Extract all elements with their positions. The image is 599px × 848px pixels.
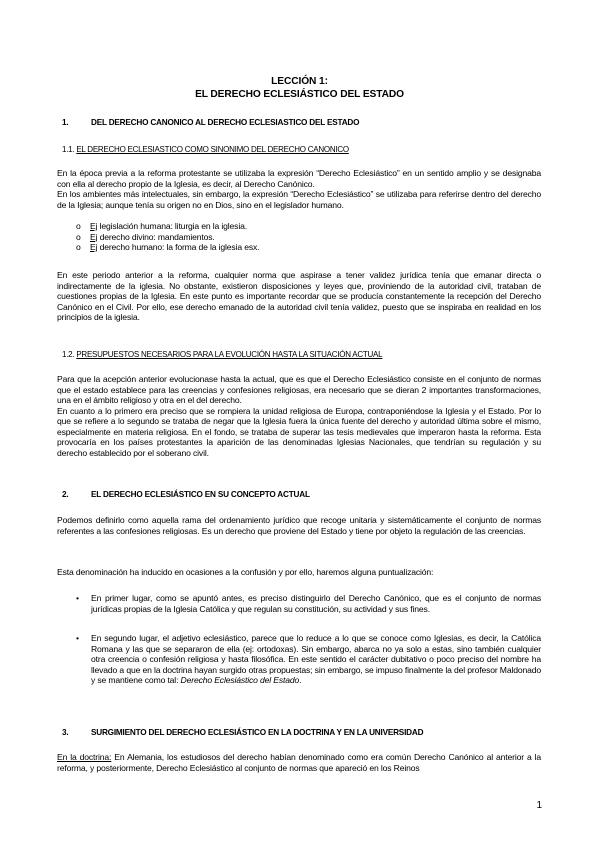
list-item: [76, 242, 259, 253]
section-1-1-heading: [62, 145, 349, 155]
section-1-1-title: EL DERECHO ECLESIASTICO COMO SINONIMO DEL DERECHO CANONICO: [76, 145, 349, 154]
paragraph: [57, 752, 541, 773]
section-1-number: 1.: [62, 118, 69, 127]
bullet-item-1: [76, 593, 541, 614]
section-1-2-number: 1.2.: [62, 350, 75, 359]
section-1-2-body: [57, 374, 541, 458]
doctrine-label: En la doctrina:: [57, 752, 112, 762]
example-text: derecho humano: la forma de la iglesia esx.: [97, 242, 260, 252]
examples-list: [76, 221, 259, 253]
section-1-2-title: PRESUPUESTOS NECESARIOS PARA LA EVOLUCIÓN HASTA LA SITUACIÓN ACTUAL: [76, 350, 383, 359]
section-1-heading: [62, 118, 359, 128]
circle-bullet-icon: o: [76, 242, 81, 252]
lesson-title: LECCIÓN 1:: [271, 76, 328, 87]
section-3-title: SURGIMIENTO DEL DERECHO ECLESIÁSTICO EN LA DOCTRINA Y EN LA UNIVERSIDAD: [91, 728, 424, 737]
section-1-1-number: 1.1.: [62, 145, 75, 154]
paragraph: En los ambientes más intelectuales, sin embargo, la expresión “Derecho Eclesiástico” se utilizaba para referirse dentro del derecho de la Iglesia; aunque tenía su origen no en Dios, sino en el legislador humano.: [57, 189, 541, 210]
section-3-number: 3.: [62, 728, 69, 737]
paragraph: Podemos definirlo como aquella rama del ordenamiento jurídico que recoge unitaria y sistemáticamente el conjunto de normas referentes a las confesiones religiosas. Es un derecho que proviene del Estado y tiene por objeto la regulación de las creencias.: [57, 515, 541, 536]
section-1-2-heading: [62, 350, 382, 360]
bullet-icon: •: [76, 633, 79, 643]
paragraph: En la época previa a la reforma protestante se utilizaba la expresión “Derecho Eclesiástico” en un sentido amplio y se designaba con ella al derecho propio de la Iglesia, es decir, al Derecho Canónico.: [57, 168, 541, 189]
bullet-icon: •: [76, 593, 79, 603]
section-2-intro: [57, 567, 541, 578]
example-label: Ej: [90, 231, 98, 242]
paragraph: En este periodo anterior a la reforma, cualquier norma que aspirase a tener validez jurídica tenía que emanar directa o indirectamente de la iglesia. No obstante, existieron disposiciones y leyes que, proviniendo de la autoridad civil, trataban de cuestiones propias de la Iglesia. En este punto es importante recordar que se producía constantemente la recepción del Derecho Canónico en el Civil. Por ello, ese derecho emanado de la autoridad civil tenía validez, puesto que se inspiraba en realidad en los principios de la iglesia.: [57, 270, 541, 322]
bullet-text-main: En segundo lugar, el adjetivo eclesiástico, parece que lo reduce a lo que se conoce como Iglesias, es decir, la Católica Romana y las que se separaron de ella (ej: ortodoxas). Sin embargo, abarca no ya solo a estas, sino también cualquier otra creencia o confesión religiosa y hasta filosófica. En este sentido el carácter dubitativo o poco preciso del nombre ha llevado a que en la doctrina hayan surgido otras propuestas; sin embargo, se impuso finalmente la del profesor Maldonado y se mantiene como tal:: [91, 633, 541, 685]
bullet-text-emphasis: Derecho Eclesiástico del Estado: [180, 675, 300, 685]
section-2-heading: [62, 490, 310, 500]
example-label: Ej: [90, 221, 98, 231]
lesson-subtitle: EL DERECHO ECLESIÁSTICO DEL ESTADO: [195, 89, 404, 100]
doctrine-text: En Alemania, los estudiosos del derecho habían denominado como era común Derecho Canónico al anterior a la reforma, y posteriormente, Derecho Eclesiástico al conjunto de normas que apareció en los Reinos: [57, 752, 542, 773]
paragraph: Para que la acepción anterior evolucionase hasta la actual, que es que el Derecho Eclesiástico consiste en el conjunto de normas que el estado establece para las creencias y confesiones religiosas, era necesario que se dieran 2 importantes transformaciones, una en el ámbito religioso y otra en el del derecho.: [57, 374, 541, 405]
circle-bullet-icon: o: [76, 231, 81, 242]
list-item: [76, 221, 259, 232]
section-3-body: [57, 752, 541, 773]
bullet-text: [91, 633, 541, 686]
section-3-heading: [62, 728, 423, 738]
bullet-item-2: [76, 633, 541, 686]
section-2-definition: [57, 515, 541, 536]
section-2-title: EL DERECHO ECLESIÁSTICO EN SU CONCEPTO ACTUAL: [91, 490, 310, 499]
paragraph: En cuanto a lo primero era preciso que se rompiera la unidad religiosa de Europa, contraponiéndose la Iglesia y el Estado. Por lo que se refiere a lo segundo se trataba de negar que la Iglesia fuera la única fuente del derecho y autoridad última sobre el mismo, especialmente en materia religiosa. En el fondo, se trataba de superar las tesis medievales que imperaron hasta la reforma. Esta provocaría en los países protestantes la aparición de las denominadas Iglesias Nacionales, que tendrían su regulación y su derecho establecido por el soberano civil.: [57, 405, 541, 458]
section-1-1-body: [57, 168, 541, 210]
list-item: [76, 232, 259, 243]
paragraph: Esta denominación ha inducido en ocasiones a la confusión y por ello, haremos alguna puntualización:: [57, 567, 434, 577]
example-label: Ej: [90, 242, 98, 252]
section-1-title: DEL DERECHO CANONICO AL DERECHO ECLESIASTICO DEL ESTADO: [91, 118, 360, 127]
example-text: derecho divino: mandamientos.: [97, 231, 215, 242]
bullet-text: En primer lugar, como se apuntó antes, es preciso distinguirlo del Derecho Canónico, que es el conjunto de normas jurídicas propias de la Iglesia Católica y que regulan su constitución, su actividad y sus fines.: [91, 593, 541, 614]
bullet-text-end: .: [299, 675, 302, 685]
circle-bullet-icon: o: [76, 221, 81, 231]
page-number: 1: [536, 800, 542, 811]
section-1-1-closing: [57, 270, 541, 323]
example-text: legislación humana: liturgia en la iglesia.: [97, 221, 247, 231]
section-2-number: 2.: [62, 490, 69, 499]
